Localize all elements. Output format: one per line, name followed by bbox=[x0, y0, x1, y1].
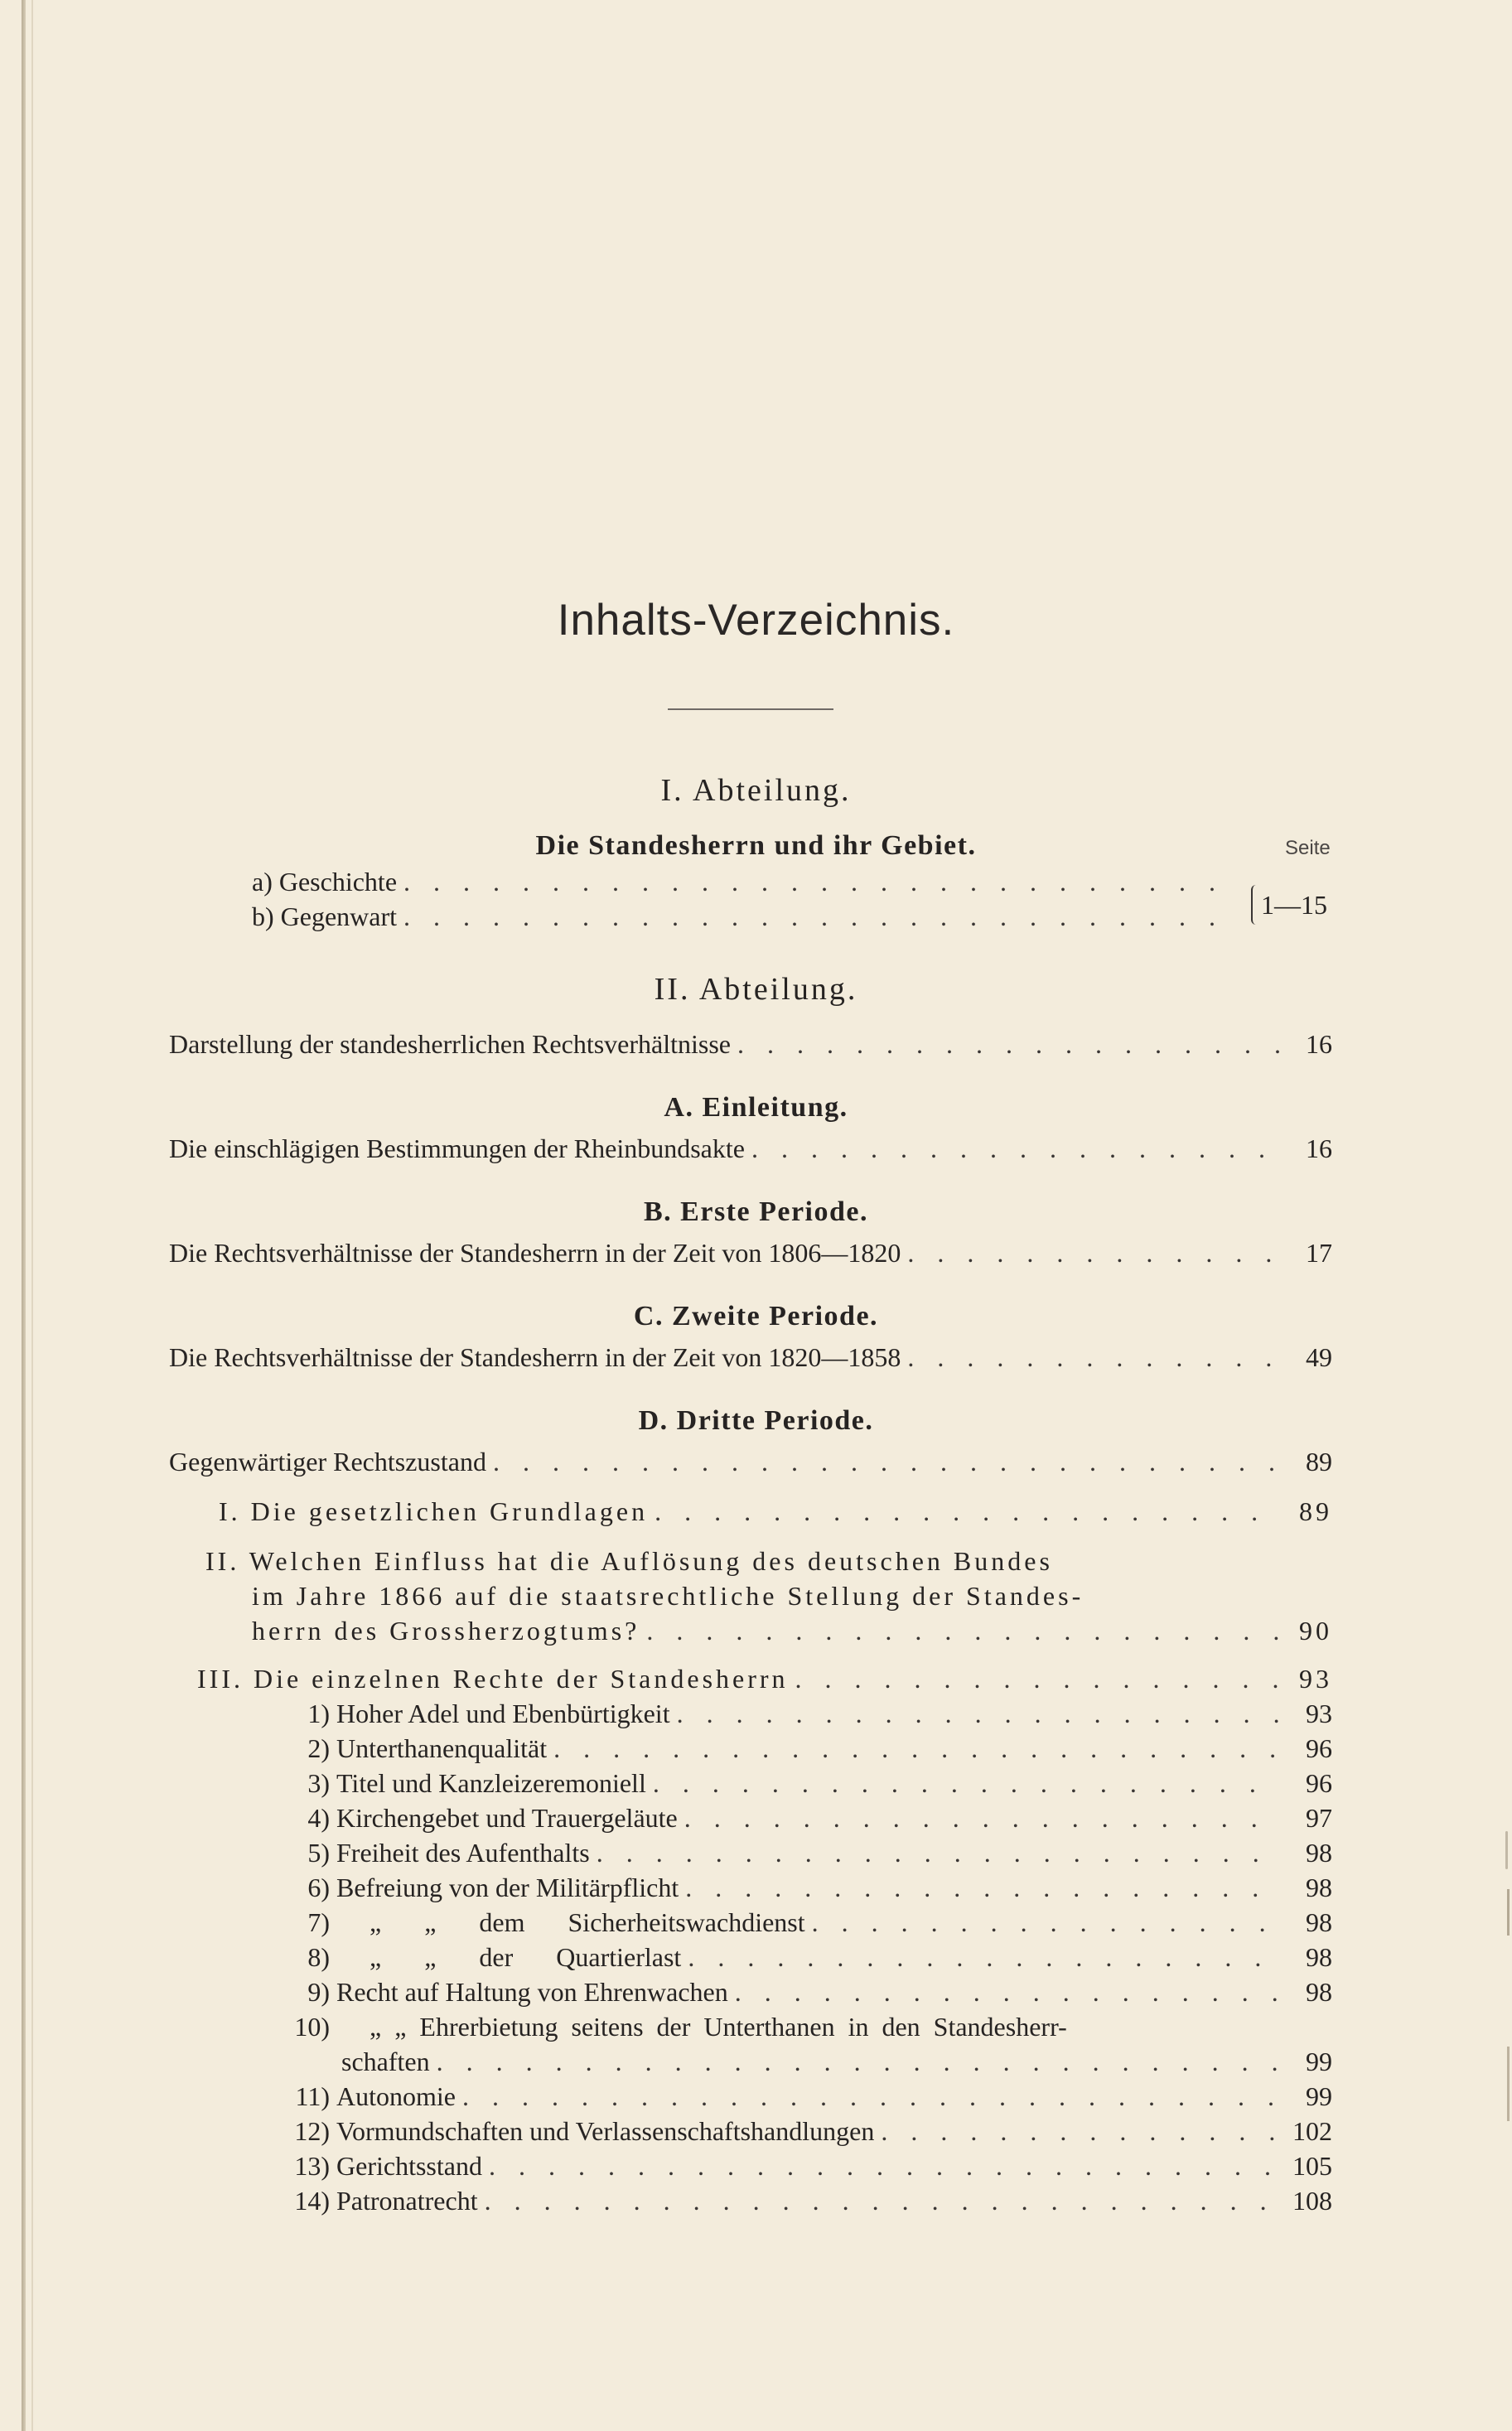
toc-entry-text: Gerichtsstand bbox=[336, 2151, 482, 2181]
entry-number: 5) bbox=[307, 1838, 330, 1868]
entry-number: 6) bbox=[307, 1873, 330, 1902]
toc-entry bbox=[169, 1447, 1332, 1481]
page-number: 97 bbox=[1306, 1803, 1332, 1833]
margin-mark bbox=[1507, 2047, 1510, 2121]
leader-dots bbox=[688, 1942, 1279, 1973]
toc-entry-text: Befreiung von der Militärpflicht bbox=[336, 1873, 679, 1902]
leader-dots bbox=[597, 1838, 1279, 1868]
toc-entry-text: Unterthanenqualität bbox=[336, 1733, 548, 1763]
toc-entry bbox=[169, 1342, 1332, 1377]
entry-number: 14) bbox=[294, 2186, 330, 2216]
seite-label: Seite bbox=[1285, 837, 1331, 859]
toc-entry bbox=[287, 2081, 1332, 2116]
toc-entry-text: herrn des Grossherzogtums? bbox=[252, 1616, 640, 1646]
toc-entry bbox=[287, 1733, 1332, 1768]
page-number: 93 bbox=[1306, 1699, 1332, 1728]
section-heading: D. Dritte Periode. bbox=[638, 1405, 874, 1436]
leader-dots bbox=[881, 2116, 1279, 2147]
toc-entry-text: „ „ Ehrerbietung seitens der Unterthanen in den Standesherr- bbox=[370, 2012, 1067, 2042]
leader-dots bbox=[462, 2081, 1279, 2112]
toc-entry bbox=[341, 2047, 1332, 2081]
entry-number: 8) bbox=[307, 1942, 330, 1972]
toc-entry-text: Titel und Kanzleizeremoniell bbox=[336, 1768, 646, 1798]
entry-number: 10) bbox=[294, 2012, 330, 2042]
leader-dots bbox=[437, 2047, 1279, 2077]
entry-number: 3) bbox=[307, 1768, 330, 1798]
page-number: 90 bbox=[1299, 1616, 1332, 1646]
leader-dots bbox=[812, 1907, 1279, 1938]
toc-entry bbox=[287, 2186, 1332, 2221]
entry-number: 1) bbox=[307, 1699, 330, 1728]
page-number: 96 bbox=[1306, 1733, 1332, 1763]
entry-number: 2) bbox=[307, 1733, 330, 1763]
page-number: 16 bbox=[1306, 1029, 1332, 1059]
page-number: 98 bbox=[1306, 1977, 1332, 2007]
leader-dots bbox=[735, 1977, 1279, 2008]
toc-entry bbox=[252, 1616, 1332, 1650]
page-number: 98 bbox=[1306, 1838, 1332, 1868]
part1-subheading: Die Standesherrn und ihr Gebiet. bbox=[535, 830, 977, 861]
entry-number: 12) bbox=[294, 2116, 330, 2146]
leader-dots bbox=[677, 1699, 1279, 1729]
entry-number: 11) bbox=[295, 2081, 330, 2111]
toc-entry-text: b) Gegenwart bbox=[252, 901, 398, 931]
entry-number: 7) bbox=[307, 1907, 330, 1937]
margin-mark bbox=[1505, 1831, 1508, 1869]
title-rule bbox=[668, 708, 833, 710]
page-number: 108 bbox=[1292, 2186, 1332, 2216]
page-number: 98 bbox=[1306, 1873, 1332, 1902]
toc-entry-line bbox=[287, 2012, 1067, 2042]
leader-dots bbox=[751, 1133, 1279, 1164]
toc-entry bbox=[287, 1803, 1332, 1838]
toc-entry-text: „ „ der Quartierlast bbox=[370, 1942, 682, 1972]
toc-entry bbox=[252, 901, 1241, 936]
toc-entry-text: Darstellung der standesherrlichen Rechtsverhältnisse bbox=[169, 1029, 731, 1059]
toc-entry bbox=[287, 2116, 1332, 2151]
leader-dots bbox=[684, 1803, 1279, 1834]
leader-dots bbox=[403, 901, 1234, 932]
part2-heading: II. Abteilung. bbox=[654, 972, 858, 1007]
leader-dots bbox=[795, 1664, 1279, 1694]
entry-number: I. bbox=[219, 1496, 241, 1526]
leader-dots bbox=[403, 867, 1234, 897]
entry-number: 9) bbox=[307, 1977, 330, 2007]
toc-entry-text: a) Geschichte bbox=[252, 867, 398, 897]
toc-entry bbox=[169, 1238, 1332, 1273]
toc-entry bbox=[287, 1977, 1332, 2012]
toc-entry-text: Die Rechtsverhältnisse der Standesherrn in der Zeit von 1806—1820 bbox=[169, 1238, 901, 1268]
toc-entry-text: schaften bbox=[341, 2047, 430, 2076]
section-heading: C. Zweite Periode. bbox=[633, 1301, 879, 1331]
toc-entry bbox=[252, 867, 1241, 901]
leader-dots bbox=[907, 1238, 1279, 1269]
toc-entry-text: Die gesetzlichen Grundlagen bbox=[250, 1496, 649, 1526]
section-heading: A. Einleitung. bbox=[664, 1092, 848, 1123]
toc-entry-text: Patronatrecht bbox=[336, 2186, 478, 2216]
entry-number: II. bbox=[205, 1546, 240, 1576]
page-number: 98 bbox=[1306, 1907, 1332, 1937]
page-title: Inhalts-Verzeichnis. bbox=[557, 596, 955, 645]
margin-mark bbox=[1507, 1889, 1510, 1936]
leader-dots bbox=[907, 1342, 1279, 1373]
toc-entry-text: Vormundschaften und Verlassenschaftshandlungen bbox=[336, 2116, 875, 2146]
toc-entry-text: Welchen Einfluss hat die Auflösung des deutschen Bundes bbox=[249, 1546, 1053, 1576]
page-number: 93 bbox=[1299, 1664, 1332, 1694]
toc-entry-text: Die einzelnen Rechte der Standesherrn bbox=[253, 1664, 789, 1694]
toc-entry-text: Recht auf Haltung von Ehrenwachen bbox=[336, 1977, 728, 2007]
leader-dots bbox=[646, 1616, 1279, 1646]
toc-entry bbox=[197, 1664, 1332, 1699]
leader-dots bbox=[685, 1873, 1279, 1903]
toc-entry-line bbox=[205, 1546, 1053, 1577]
leader-dots bbox=[553, 1733, 1279, 1764]
toc-entry-text: Gegenwärtiger Rechtszustand bbox=[169, 1447, 486, 1476]
page-number: 99 bbox=[1306, 2047, 1332, 2076]
toc-entry bbox=[287, 1768, 1332, 1803]
toc-entry bbox=[287, 1907, 1332, 1942]
page-number: 89 bbox=[1306, 1447, 1332, 1476]
toc-entry bbox=[169, 1029, 1332, 1064]
toc-entry-line: im Jahre 1866 auf die staatsrechtliche Stellung der Standes- bbox=[252, 1581, 1084, 1611]
leader-dots bbox=[653, 1768, 1279, 1799]
page-number: 105 bbox=[1292, 2151, 1332, 2181]
leader-dots bbox=[655, 1496, 1279, 1527]
leader-dots bbox=[489, 2151, 1279, 2182]
toc-entry bbox=[287, 1699, 1332, 1733]
toc-entry-text: Autonomie bbox=[336, 2081, 456, 2111]
leader-dots bbox=[493, 1447, 1279, 1477]
page-number: 16 bbox=[1306, 1133, 1332, 1163]
toc-entry-text: Die einschlägigen Bestimmungen der Rheinbundsakte bbox=[169, 1133, 745, 1163]
toc-entry bbox=[219, 1496, 1332, 1531]
page-range: 1—15 bbox=[1261, 890, 1327, 920]
brace bbox=[1251, 885, 1261, 925]
page-number: 17 bbox=[1306, 1238, 1332, 1268]
toc-entry bbox=[287, 1873, 1332, 1907]
toc-entry bbox=[169, 1133, 1332, 1168]
page-number: 99 bbox=[1306, 2081, 1332, 2111]
leader-dots bbox=[737, 1029, 1279, 1060]
page-number: 49 bbox=[1306, 1342, 1332, 1372]
entry-number: III. bbox=[197, 1664, 244, 1694]
page-number: 89 bbox=[1299, 1496, 1332, 1526]
toc-entry-text: Hoher Adel und Ebenbürtigkeit bbox=[336, 1699, 670, 1728]
entry-number: 13) bbox=[294, 2151, 330, 2181]
toc-entry bbox=[287, 2151, 1332, 2186]
page-number: 98 bbox=[1306, 1942, 1332, 1972]
section-heading: B. Erste Periode. bbox=[644, 1196, 868, 1227]
page-number: 102 bbox=[1292, 2116, 1332, 2146]
toc-entry-text: Freiheit des Aufenthalts bbox=[336, 1838, 590, 1868]
page-number: 96 bbox=[1306, 1768, 1332, 1798]
toc-entry bbox=[287, 1942, 1332, 1977]
toc-entry-text: „ „ dem Sicherheitswachdienst bbox=[370, 1907, 805, 1937]
entry-number: 4) bbox=[307, 1803, 330, 1833]
toc-entry bbox=[287, 1838, 1332, 1873]
toc-entry-text: Die Rechtsverhältnisse der Standesherrn in der Zeit von 1820—1858 bbox=[169, 1342, 901, 1372]
leader-dots bbox=[485, 2186, 1279, 2216]
part1-heading: I. Abteilung. bbox=[660, 773, 852, 808]
toc-entry-text: Kirchengebet und Trauergeläute bbox=[336, 1803, 678, 1833]
